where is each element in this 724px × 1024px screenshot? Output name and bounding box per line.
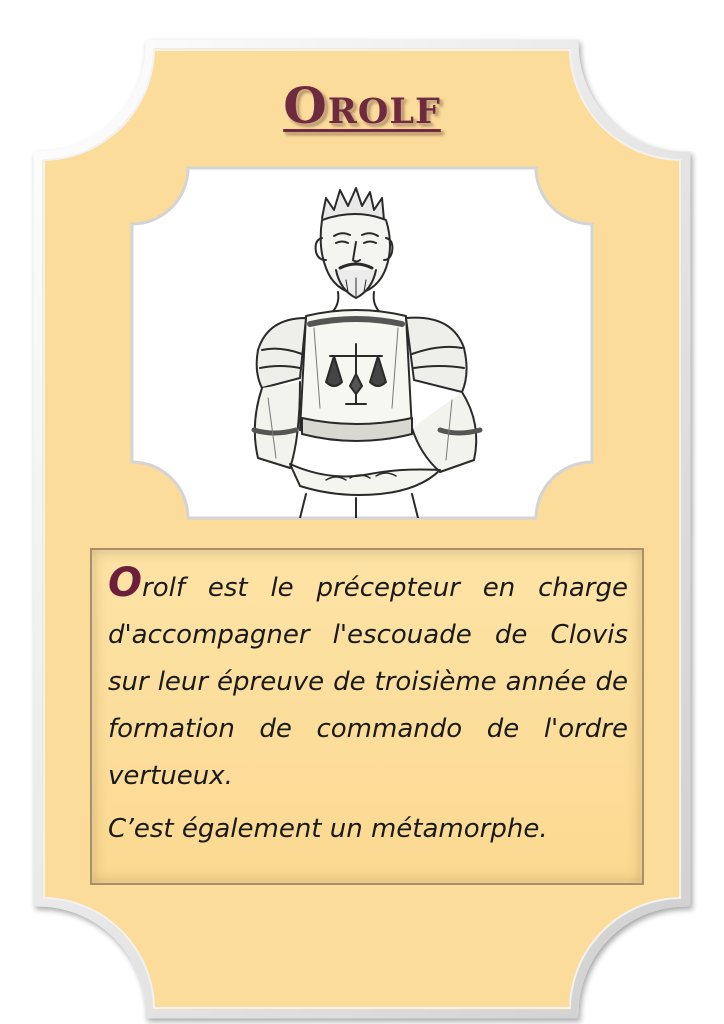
description-paragraph-2: C’est également un métamorphe. [108, 814, 548, 844]
armored-knight-illustration-icon [150, 168, 574, 518]
card-title: Orolf [283, 76, 441, 135]
description-paragraph-1 [108, 560, 628, 800]
description-panel [90, 548, 644, 885]
description-text-1: rolf est le précepteur en charge d'accompagner l'escouade de Clovis sur leur épreuve de troisième année de formation de commando de l'ordre vertueux. [108, 573, 628, 791]
dropcap-letter: O [108, 560, 143, 606]
